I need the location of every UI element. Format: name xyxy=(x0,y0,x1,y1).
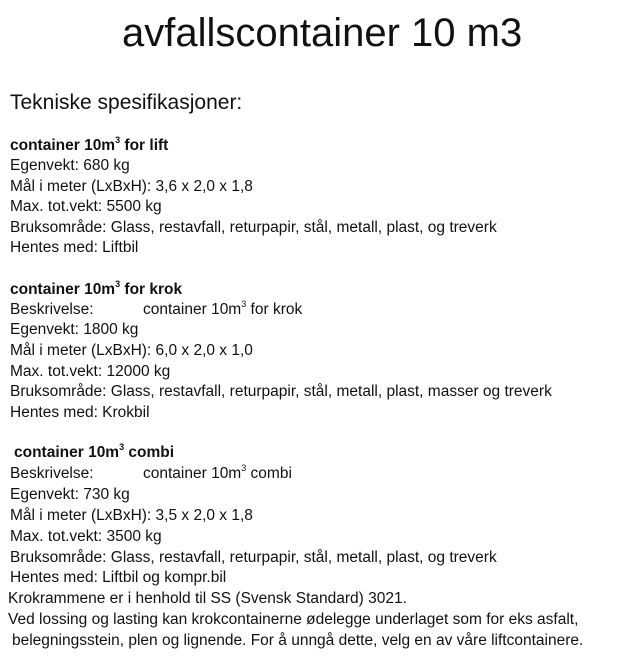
heading-suffix: for krok xyxy=(120,281,183,298)
spec-line: Mål i meter (LxBxH): 3,5 x 2,0 x 1,8 xyxy=(10,507,253,524)
desc-text: container 10m xyxy=(143,301,242,318)
desc-suffix: combi xyxy=(246,465,292,482)
spec-line: Max. tot.vekt: 3500 kg xyxy=(10,528,162,545)
desc-value xyxy=(143,464,292,484)
heading-sup: 3 xyxy=(115,279,121,289)
spec-line: Bruksområde: Glass, restavfall, returpapir, stål, metall, plast, masser og treverk xyxy=(10,383,552,400)
section-heading-combi xyxy=(14,443,174,463)
desc-value xyxy=(143,300,302,320)
desc-label: Beskrivelse: xyxy=(10,301,94,318)
heading-text: container 10m xyxy=(10,281,116,298)
spec-line: Max. tot.vekt: 12000 kg xyxy=(10,363,171,380)
spec-line: Bruksområde: Glass, restavfall, returpapir, stål, metall, plast, og treverk xyxy=(10,549,497,566)
page-title: avfallscontainer 10 m3 xyxy=(122,11,523,55)
heading-suffix: for lift xyxy=(120,137,169,154)
spec-line: Egenvekt: 680 kg xyxy=(10,157,130,174)
desc-label: Beskrivelse: xyxy=(10,465,94,482)
spec-line: Hentes med: Liftbil xyxy=(10,239,139,256)
spec-line: Bruksområde: Glass, restavfall, returpapir, stål, metall, plast, og treverk xyxy=(10,219,497,236)
desc-sup: 3 xyxy=(241,299,247,309)
spec-line: Egenvekt: 730 kg xyxy=(10,486,130,503)
desc-text: container 10m xyxy=(143,465,242,482)
desc-sup: 3 xyxy=(241,463,247,473)
spec-line: Hentes med: Liftbil og kompr.bil xyxy=(10,569,227,586)
note-line: Ved lossing og lasting kan krokcontainerne ødelegge underlaget som for eks asfalt, xyxy=(8,611,579,628)
heading-sup: 3 xyxy=(119,442,125,452)
heading-sup: 3 xyxy=(115,135,121,145)
spec-line: Hentes med: Krokbil xyxy=(10,404,150,421)
spec-line: Mål i meter (LxBxH): 3,6 x 2,0 x 1,8 xyxy=(10,178,253,195)
spec-line: Max. tot.vekt: 5500 kg xyxy=(10,198,162,215)
note-line: belegningsstein, plen og lignende. For å unngå dette, velg en av våre liftcontainere. xyxy=(12,632,584,649)
note-line: Krokrammene er i henhold til SS (Svensk Standard) 3021. xyxy=(8,590,407,607)
heading-text: container 10m xyxy=(10,137,116,154)
heading-text: container 10m xyxy=(14,444,120,461)
desc-suffix: for krok xyxy=(246,301,303,318)
section-heading-lift xyxy=(10,136,168,156)
spec-heading: Tekniske spesifikasjoner: xyxy=(10,91,243,114)
spec-line: Egenvekt: 1800 kg xyxy=(10,321,139,338)
spec-line: Mål i meter (LxBxH): 6,0 x 2,0 x 1,0 xyxy=(10,342,253,359)
heading-suffix: combi xyxy=(124,444,175,461)
section-heading-krok xyxy=(10,280,182,300)
